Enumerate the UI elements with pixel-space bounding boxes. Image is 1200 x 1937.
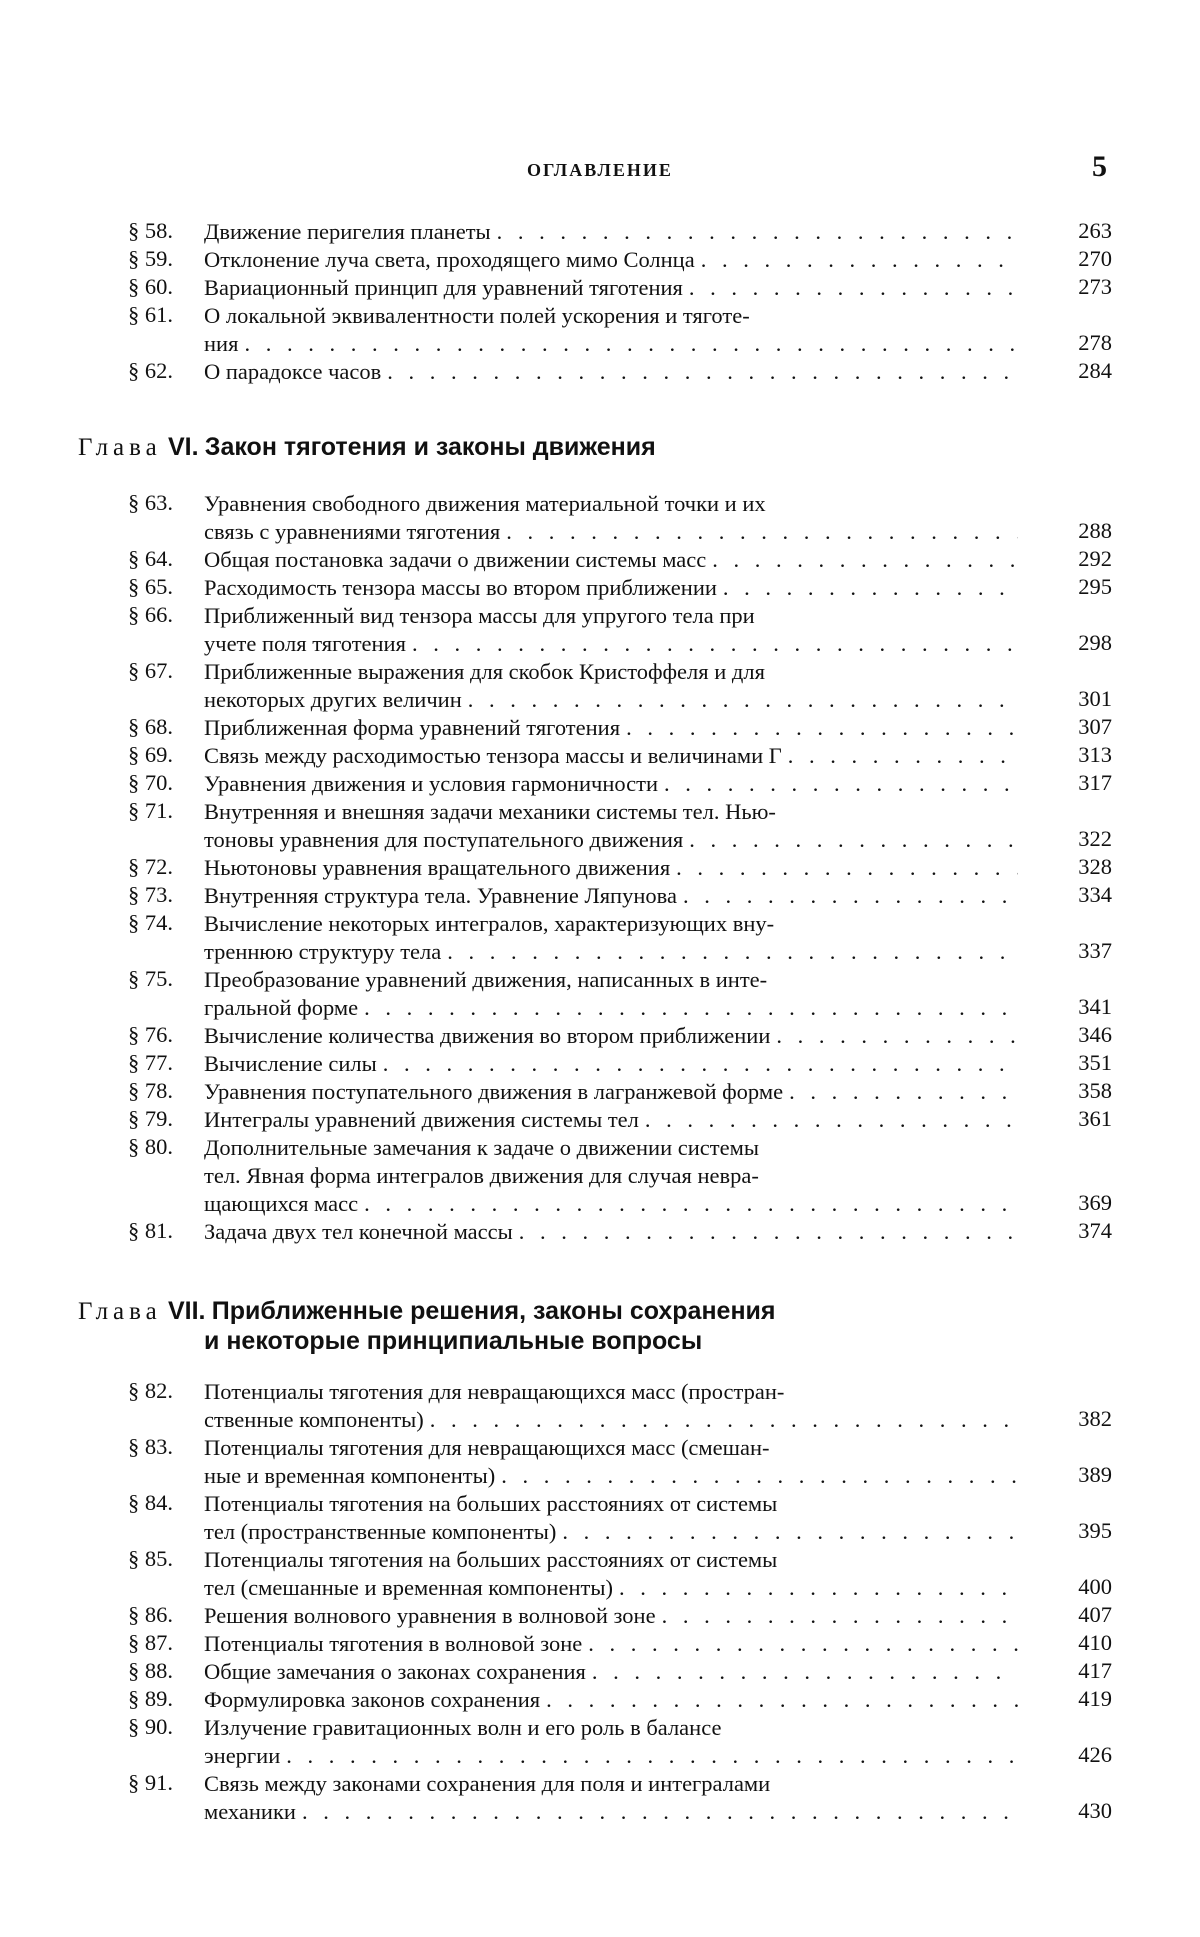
chapter-number: VII.	[167, 1297, 206, 1325]
section-number: § 87.	[128, 1630, 173, 1655]
section-number: § 82.	[128, 1378, 173, 1403]
section-number: § 58.	[128, 218, 173, 243]
section-number: § 74.	[128, 910, 173, 935]
page-ref: 346	[1078, 1022, 1112, 1047]
chapter-word: Глава	[78, 434, 162, 461]
page-ref: 313	[1078, 742, 1112, 767]
dot-leader	[500, 519, 1018, 544]
page-ref: 361	[1078, 1106, 1112, 1131]
section-number: § 84.	[128, 1490, 173, 1515]
dot-leader	[513, 1219, 1018, 1244]
section-title: Общая постановка задачи о движении системы масс . . .	[204, 546, 1018, 574]
page-ref: 284	[1078, 358, 1112, 383]
section-title: Уравнения движения и условия гармоничности . . .	[204, 770, 1018, 798]
dot-leader	[424, 1407, 1018, 1432]
page-ref: 400	[1078, 1574, 1112, 1599]
section-title: Потенциалы тяготения на больших расстояниях от системы тел (пространственные компоненты) . . .	[204, 1490, 1018, 1546]
page-ref: 410	[1078, 1630, 1112, 1655]
dot-leader	[582, 1631, 1018, 1656]
page-ref: 419	[1078, 1686, 1112, 1711]
chapter-7-heading	[78, 1297, 776, 1326]
section-title: Приближенные выражения для скобок Кристоффеля и для некоторых других величин . . .	[204, 658, 1018, 714]
section-number: § 90.	[128, 1714, 173, 1739]
dot-leader	[695, 247, 1018, 272]
section-title: Уравнения поступательного движения в лагранжевой форме . . .	[204, 1078, 1018, 1106]
page-ref: 288	[1078, 518, 1112, 543]
dot-leader	[358, 1191, 1018, 1216]
section-number: § 61.	[128, 302, 173, 327]
dot-leader	[358, 995, 1018, 1020]
section-title: Интегралы уравнений движения системы тел . . .	[204, 1106, 1018, 1134]
dot-leader	[238, 331, 1018, 356]
section-title: Потенциалы тяготения в волновой зоне . . .	[204, 1630, 1018, 1658]
section-number: § 89.	[128, 1686, 173, 1711]
section-number: § 78.	[128, 1078, 173, 1103]
chapter-title: Закон тяготения и законы движения	[204, 433, 656, 461]
dot-leader	[670, 855, 1018, 880]
page-header-title: ОГЛАВЛЕНИЕ	[527, 160, 673, 180]
section-number: § 76.	[128, 1022, 173, 1047]
section-number: § 71.	[128, 798, 173, 823]
page-ref: 426	[1078, 1742, 1112, 1767]
section-number: § 63.	[128, 490, 173, 515]
page-ref: 317	[1078, 770, 1112, 795]
section-title: Потенциалы тяготения для невращающихся масс (простран- ственные компоненты) . . .	[204, 1378, 1018, 1434]
dot-leader	[783, 1079, 1018, 1104]
page-ref: 307	[1078, 714, 1112, 739]
page-ref: 351	[1078, 1050, 1112, 1075]
section-title: Формулировка законов сохранения . . .	[204, 1686, 1018, 1714]
dot-leader	[677, 883, 1018, 908]
section-title: Излучение гравитационных волн и его роль в балансе энергии . . .	[204, 1714, 1018, 1770]
chapter-number: VI.	[167, 433, 199, 461]
page-ref: 270	[1078, 246, 1112, 271]
section-number: § 68.	[128, 714, 173, 739]
page-ref: 341	[1078, 994, 1112, 1019]
section-title: О парадоксе часов . . .	[204, 358, 1018, 386]
section-title: Приближенный вид тензора массы для упругого тела при учете поля тяготения . . .	[204, 602, 1018, 658]
section-title: О локальной эквивалентности полей ускорения и тяготе- ния . . .	[204, 302, 1018, 358]
section-title: Ньютоновы уравнения вращательного движения . . .	[204, 854, 1018, 882]
dot-leader	[406, 631, 1018, 656]
section-title: Вычисление силы . . .	[204, 1050, 1018, 1078]
page-ref: 322	[1078, 826, 1112, 851]
chapter-title: Приближенные решения, законы сохранения	[211, 1297, 776, 1325]
section-number: § 83.	[128, 1434, 173, 1459]
section-title: Вычисление количества движения во втором приближении . . .	[204, 1022, 1018, 1050]
section-title: Связь между расходимостью тензора массы и величинами Γ . . .	[204, 742, 1018, 770]
page-ref: 407	[1078, 1602, 1112, 1627]
section-number: § 64.	[128, 546, 173, 571]
section-title: Уравнения свободного движения материальной точки и их связь с уравнениями тяготения . . .	[204, 490, 1018, 546]
dot-leader	[706, 547, 1018, 572]
dot-leader	[613, 1575, 1018, 1600]
chapter-6-heading	[78, 433, 656, 462]
section-title: Вычисление некоторых интегралов, характеризующих вну- треннюю структуру тела . . .	[204, 910, 1018, 966]
dot-leader	[462, 687, 1018, 712]
dot-leader	[495, 1463, 1018, 1488]
section-title: Задача двух тел конечной массы . . .	[204, 1218, 1018, 1246]
section-number: § 59.	[128, 246, 173, 271]
dot-leader	[441, 939, 1018, 964]
dot-leader	[717, 575, 1018, 600]
section-number: § 60.	[128, 274, 173, 299]
dot-leader	[782, 743, 1018, 768]
page-number: 5	[1092, 150, 1107, 183]
section-title: Движение перигелия планеты . . .	[204, 218, 1018, 246]
section-title: Вариационный принцип для уравнений тяготения . . .	[204, 274, 1018, 302]
dot-leader	[770, 1023, 1018, 1048]
chapter-title-continued: и некоторые принципиальные вопросы	[204, 1327, 703, 1355]
section-number: § 85.	[128, 1546, 173, 1571]
section-title: Дополнительные замечания к задаче о движении системы тел. Явная форма интегралов движения для случая невра- щающихся масс . . .	[204, 1134, 1018, 1218]
dot-leader	[683, 827, 1018, 852]
section-number: § 75.	[128, 966, 173, 991]
section-number: § 77.	[128, 1050, 173, 1075]
page-ref: 298	[1078, 630, 1112, 655]
dot-leader	[639, 1107, 1018, 1132]
section-number: § 88.	[128, 1658, 173, 1683]
section-title: Внутренняя структура тела. Уравнение Ляпунова . . .	[204, 882, 1018, 910]
section-number: § 72.	[128, 854, 173, 879]
dot-leader	[586, 1659, 1018, 1684]
page-ref: 430	[1078, 1798, 1112, 1823]
dot-leader	[658, 771, 1018, 796]
section-number: § 79.	[128, 1106, 173, 1131]
section-title: Преобразование уравнений движения, написанных в инте- гральной форме . . .	[204, 966, 1018, 1022]
section-number: § 69.	[128, 742, 173, 767]
chapter-7-heading-line2	[204, 1327, 702, 1356]
page-ref: 292	[1078, 546, 1112, 571]
page-ref: 334	[1078, 882, 1112, 907]
page-ref: 295	[1078, 574, 1112, 599]
page-ref: 374	[1078, 1218, 1112, 1243]
dot-leader	[377, 1051, 1018, 1076]
page-ref: 337	[1078, 938, 1112, 963]
page-ref: 301	[1078, 686, 1112, 711]
page-ref: 417	[1078, 1658, 1112, 1683]
page-ref: 263	[1078, 218, 1112, 243]
page-ref: 358	[1078, 1078, 1112, 1103]
section-number: § 66.	[128, 602, 173, 627]
section-number: § 91.	[128, 1770, 173, 1795]
section-title: Внутренняя и внешняя задачи механики системы тел. Нью- тоновы уравнения для поступательного движения . . .	[204, 798, 1018, 854]
page-ref: 382	[1078, 1406, 1112, 1431]
dot-leader	[556, 1519, 1018, 1544]
section-number: § 70.	[128, 770, 173, 795]
section-number: § 73.	[128, 882, 173, 907]
dot-leader	[620, 715, 1018, 740]
section-number: § 86.	[128, 1602, 173, 1627]
section-number: § 62.	[128, 358, 173, 383]
section-number: § 81.	[128, 1218, 173, 1243]
section-title: Расходимость тензора массы во втором приближении . . .	[204, 574, 1018, 602]
section-number: § 67.	[128, 658, 173, 683]
dot-leader	[296, 1799, 1018, 1824]
page-ref: 389	[1078, 1462, 1112, 1487]
page-ref: 369	[1078, 1190, 1112, 1215]
dot-leader	[491, 219, 1018, 244]
dot-leader	[381, 359, 1018, 384]
dot-leader	[683, 275, 1018, 300]
section-title: Общие замечания о законах сохранения . . .	[204, 1658, 1018, 1686]
section-title: Потенциалы тяготения на больших расстояниях от системы тел (смешанные и временная компоненты) . . .	[204, 1546, 1018, 1602]
chapter-word: Глава	[78, 1298, 162, 1325]
page-ref: 328	[1078, 854, 1112, 879]
section-title: Потенциалы тяготения для невращающихся масс (смешан- ные и временная компоненты) . . .	[204, 1434, 1018, 1490]
section-title: Решения волнового уравнения в волновой зоне . . .	[204, 1602, 1018, 1630]
section-title: Отклонение луча света, проходящего мимо Солнца . . .	[204, 246, 1018, 274]
page-ref: 278	[1078, 330, 1112, 355]
section-title: Приближенная форма уравнений тяготения . . .	[204, 714, 1018, 742]
dot-leader	[280, 1743, 1018, 1768]
section-title: Связь между законами сохранения для поля и интегралами механики . . .	[204, 1770, 1018, 1826]
section-number: § 80.	[128, 1134, 173, 1159]
dot-leader	[540, 1687, 1018, 1712]
section-number: § 65.	[128, 574, 173, 599]
dot-leader	[656, 1603, 1018, 1628]
page-ref: 395	[1078, 1518, 1112, 1543]
page-ref: 273	[1078, 274, 1112, 299]
